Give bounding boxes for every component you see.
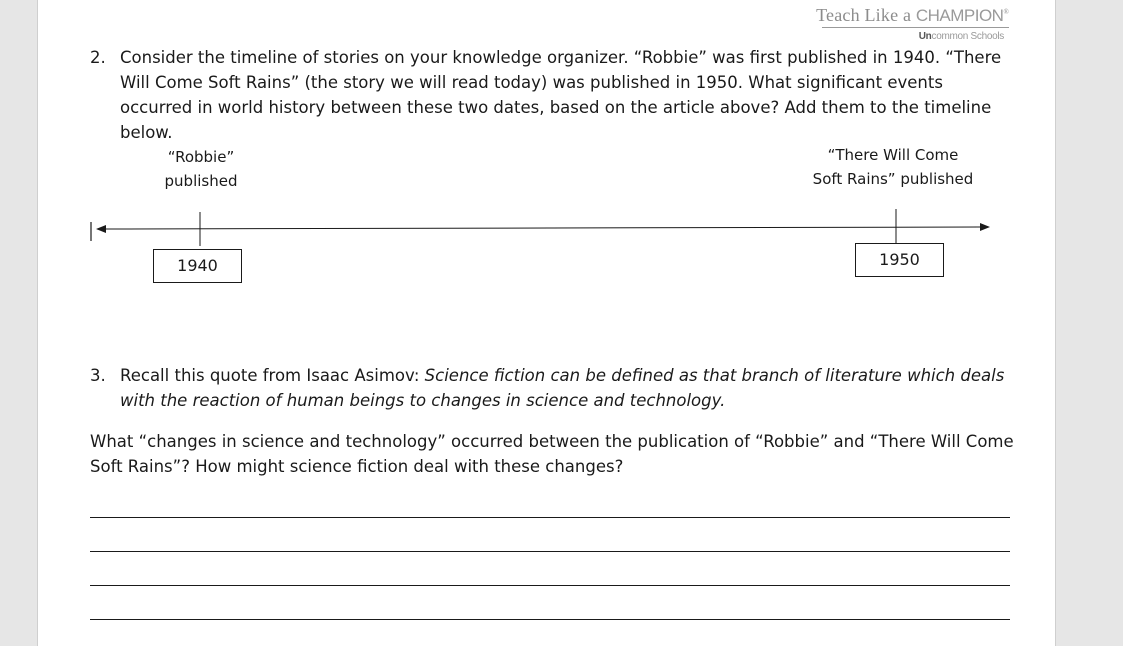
answer-line-4[interactable] xyxy=(90,619,1010,620)
robbie-label-line1: “Robbie” xyxy=(167,148,235,166)
logo-subtitle-bold: Un xyxy=(918,31,932,42)
answer-line-1[interactable] xyxy=(90,517,1010,518)
question-3-followup: What “changes in science and technology” occurred between the publication of “Robbie” and “There Will Come Soft Rains”? How might science fiction deal with these changes? xyxy=(90,432,1014,476)
question-2-text: Consider the timeline of stories on your knowledge organizer. “Robbie” was first published in 1940. “There Will Come Soft Rains” (the story we will read today) was published in 1950. What significant events occurred in world history between these two dates, based on the article above? Add them to the timeline below. xyxy=(120,48,1002,142)
logo-champion-text: CHAMPION xyxy=(915,6,1004,25)
robbie-label-line2: published xyxy=(164,172,238,190)
document-page xyxy=(37,0,1056,646)
question-3-text xyxy=(120,363,1020,413)
year-box-1940: 1940 xyxy=(153,249,242,283)
question-3-intro: Recall this quote from Isaac Asimov: xyxy=(120,366,425,385)
asimov-quote: Science fiction can be defined as that branch of literature which deals with the reaction of human beings to changes in science and technology. xyxy=(120,366,1005,410)
timeline-axis xyxy=(101,227,981,229)
answer-line-3[interactable] xyxy=(90,585,1010,586)
year-box-1950: 1950 xyxy=(855,243,944,277)
soft-rains-label-line1: “There Will Come xyxy=(827,146,959,164)
soft-rains-label-line2: Soft Rains” published xyxy=(812,170,974,188)
timeline-right-arrowhead xyxy=(980,223,990,231)
logo-subtitle-rest: common Schools xyxy=(931,31,1004,42)
answer-line-2[interactable] xyxy=(90,551,1010,552)
logo-title-text: Teach Like a xyxy=(816,5,916,25)
question-2-number: 2. xyxy=(90,48,106,67)
timeline-left-arrowhead xyxy=(96,225,106,233)
logo-registered-mark: ® xyxy=(1003,8,1009,16)
question-3-number: 3. xyxy=(90,366,106,385)
